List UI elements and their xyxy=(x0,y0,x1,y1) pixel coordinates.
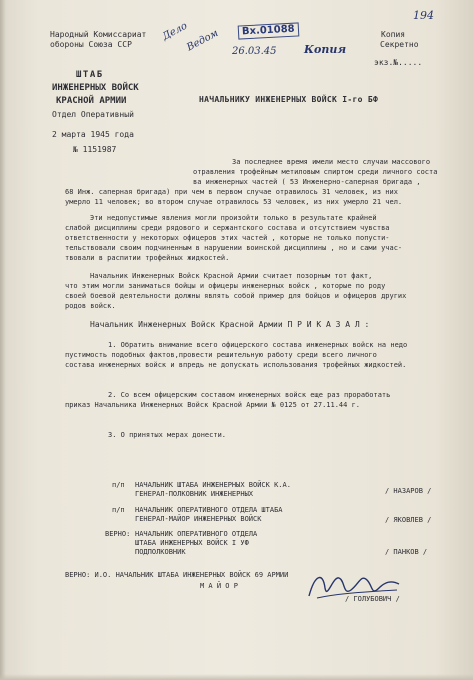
order-item-2-line: приказ Начальника Инженерных Войск Красной Армии № 0125 от 27.11.44 г. xyxy=(65,401,361,409)
paragraph3-line: родов войск. xyxy=(65,302,116,310)
incoming-date-handwritten: 26.03.45 xyxy=(232,46,277,57)
certification-name: / ГОЛУБОВИЧ / xyxy=(345,595,400,603)
page-number: 194 xyxy=(413,9,434,22)
commissariat-line-2: обороны Союза ССР xyxy=(50,40,132,49)
paragraph3-line: что этим могли заниматься бойцы и офицеры инженерных войск , которые по роду xyxy=(65,282,386,290)
handwritten-vedomost: Ведом xyxy=(185,27,221,54)
classification-secret: Секретно xyxy=(380,40,419,49)
paragraph1-line: умерло 11 человек; во втором случае отравилось 53 человек, из них умерло 21 чел. xyxy=(65,198,403,206)
order-item-1-line: пустимость подобных фактов,провести решительную работу среди всего личного xyxy=(65,351,377,359)
addressee: НАЧАЛЬНИКУ ИНЖЕНЕРНЫХ ВОЙСК I-го БФ xyxy=(199,95,379,104)
certification-line: ВЕРНО: И.О. НАЧАЛЬНИК ШТАБА ИНЖЕНЕРНЫХ ВОЙСК 69 АРМИИ xyxy=(65,571,289,579)
paragraph2-line: Эти недопустимые явления могли произойти только в результате крайней xyxy=(90,214,377,222)
paragraph1-line: отравления трофейным метиловым спиртом среди личного соста xyxy=(193,168,438,176)
signature-3-name: / ПАНКОВ / xyxy=(385,548,428,556)
handwritten-delo: Дело xyxy=(160,20,190,43)
signature-2-rank: ГЕНЕРАЛ-МАЙОР ИНЖЕНЕРНЫХ ВОЙСК xyxy=(135,515,262,523)
paragraph1-line: За последнее время имели место случаи массового xyxy=(232,158,431,166)
paragraph3-line: своей боевой деятельности должны являть собой пример для бойцов и офицеров других xyxy=(65,292,407,300)
signature-3-unit: ШТАБА ИНЖЕНЕРНЫХ ВОЙСК I УФ xyxy=(135,539,249,547)
incoming-registration-stamp: Вх.01088 xyxy=(238,22,299,39)
signature-3-title: НАЧАЛЬНИК ОПЕРАТИВНОГО ОТДЕЛА xyxy=(135,530,258,538)
signature-1-prefix: п/п xyxy=(112,481,125,489)
sender-shtab: ШТАБ xyxy=(76,70,104,80)
order-item-2-line: 2. Со всем офицерским составом инженерных войск еще раз проработать xyxy=(108,391,391,399)
order-heading: Начальник Инженерных Войск Красной Армии П Р И К А З А Л : xyxy=(90,320,370,329)
handwritten-kopiya: Копия xyxy=(304,43,347,56)
page-bottom-edge-shadow xyxy=(0,674,473,680)
copy-number: экз.№..... xyxy=(374,58,423,67)
sender-red-army: КРАСНОЙ АРМИИ xyxy=(56,96,127,106)
signature-1-title: НАЧАЛЬНИК ШТАБА ИНЖЕНЕРНЫХ ВОЙСК К.А. xyxy=(135,481,291,489)
paragraph2-line: тельствовали своим подчиненным в нарушении воинской дисциплины , но и сами учас- xyxy=(65,244,403,252)
document-date: 2 марта 1945 года xyxy=(52,130,134,139)
paragraph1-line: 68 Инж. саперная бригада) при чем в первом случае отравилось 31 человек, из них xyxy=(65,188,398,196)
signature-2-prefix: п/п xyxy=(112,506,125,514)
signature-3-prefix: ВЕРНО: xyxy=(105,530,131,538)
paragraph2-line: слабой дисциплины среди рядового и сержантского состава и отсутствием чувства xyxy=(65,224,390,232)
paragraph2-line: ответственности у некоторых офицеров этих частей , которые не только попусти- xyxy=(65,234,390,242)
order-item-3: 3. О принятых мерах донести. xyxy=(108,431,227,439)
signature-2-title: НАЧАЛЬНИК ОПЕРАТИВНОГО ОТДЕЛА ШТАБА xyxy=(135,506,283,514)
sender-engineering-troops: ИНЖЕНЕРНЫХ ВОЙСК xyxy=(52,83,139,93)
signature-3-rank: ПОДПОЛКОВНИК xyxy=(135,548,186,556)
classification-kopiya: Копия xyxy=(381,30,406,39)
certification-rank: М А Й О Р xyxy=(200,582,238,590)
commissariat-line-1: Народный Комиссариат xyxy=(50,30,147,39)
signature-1-rank: ГЕНЕРАЛ-ПОЛКОВНИК ИНЖЕНЕРНЫХ xyxy=(135,490,254,498)
paragraph3-line: Начальник Инженерных Войск Красной Армии считает позорным тот факт, xyxy=(90,272,373,280)
sender-department: Отдел Оперативный xyxy=(52,110,134,119)
signature-1-name: / НАЗАРОВ / xyxy=(385,487,432,495)
signature-2-name: / ЯКОВЛЕВ / xyxy=(385,516,432,524)
page-left-edge-shadow xyxy=(0,0,6,680)
order-item-1-line: 1. Обратить внимание всего офицерского состава инженерных войск на недо xyxy=(108,341,408,349)
handwritten-signature xyxy=(305,566,405,606)
document-number: № 1151987 xyxy=(73,145,117,154)
paragraph1-line: ва инженерных частей ( 53 Инженерно-саперная бригада , xyxy=(193,178,421,186)
order-item-1-line: состава инженерных войск и впредь не допускать использования трофейных жидкостей. xyxy=(65,361,407,369)
paragraph2-line: твовали в распитии трофейных жидкостей. xyxy=(65,254,230,262)
